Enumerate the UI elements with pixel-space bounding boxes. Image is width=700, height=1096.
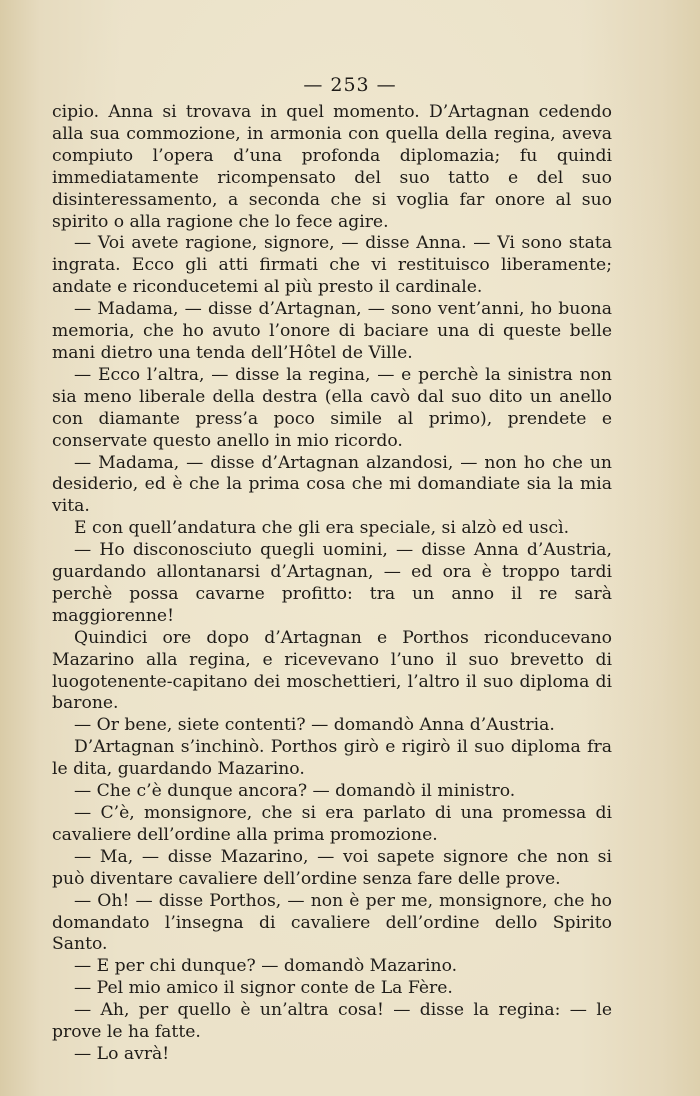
paragraph-8: Quindici ore dopo d’Artagnan e Porthos riconducevano Mazarino alla regina, e ricevevano l’uno il suo brevetto di luogotenente-capitano dei moschettieri, l’altro il suo diploma di barone.: [52, 627, 612, 714]
paragraph-9: — Or bene, siete contenti? — domandò Anna d’Austria.: [74, 715, 555, 736]
paragraph-15: — E per chi dunque? — domandò Mazarino.: [74, 956, 458, 977]
paragraph-5: — Madama, — disse d’Artagnan alzandosi, — non ho che un desiderio, ed è che la prima cosa che mi domandiate sia la mia vita.: [52, 452, 612, 517]
paragraph-10: D’Artagnan s’inchinò. Porthos girò e rigirò il suo diploma fra le dita, guardando Mazarino.: [52, 737, 612, 780]
paragraph-17: — Ah, per quello è un’altra cosa! — disse la regina: — le prove le ha fatte.: [52, 1000, 612, 1043]
paragraph-11: — Che c’è dunque ancora? — domandò il ministro.: [74, 781, 516, 802]
paragraph-3: — Madama, — disse d’Artagnan, — sono vent’anni, ho buona memoria, che ho avuto l’onore di baciare una di queste belle mani dietro una tenda dell’Hôtel de Ville.: [52, 299, 612, 363]
paragraph-12: — C’è, monsignore, che si era parlato di una promessa di cavaliere dell’ordine alla prima promozione.: [52, 803, 612, 845]
paragraph-2: — Voi avete ragione, signore, — disse Anna. — Vi sono stata ingrata. Ecco gli atti firmati che vi restituisco liberamente; andate e riconducetemi al più presto il cardinale.: [52, 233, 612, 298]
paragraph-7: — Ho disconosciuto quegli uomini, — disse Anna d’Austria, guardando allontanarsi d’Artagnan, — ed ora è troppo tardi perchè possa cavarne profitto: tra un anno il re sarà maggiorenne!: [52, 540, 612, 626]
paragraph-14: — Oh! — disse Porthos, — non è per me, monsignore, che ho domandato l’insegna di cavaliere dell’ordine dello Spirito Santo.: [52, 890, 612, 955]
paragraph-18: — Lo avrà!: [74, 1043, 170, 1064]
paragraph-13: — Ma, — disse Mazarino, — voi sapete signore che non si può diventare cavaliere dell’ordine senza fare delle prove.: [52, 846, 612, 889]
page-number: — 253 —: [303, 74, 397, 96]
paragraph-1: cipio. Anna si trovava in quel momento. D’Artagnan cedendo alla sua commozione, in armonia con quella della regina, aveva compiuto l’opera d’una profonda diplomazia; fu quindi immediatamente ricompensato del suo tatto e del suo disinteressamento, a seconda che si voglia far onore al suo spirito o alla ragione che lo fece agire.: [52, 102, 612, 232]
paragraph-6: E con quell’andatura che gli era speciale, si alzò ed uscì.: [74, 518, 570, 539]
paragraph-4: — Ecco l’altra, — disse la regina, — e perchè la sinistra non sia meno liberale della destra (ella cavò dal suo dito un anello con diamante press’a poco simile al primo), prendete e conservate questo anello in mio ricordo.: [52, 364, 612, 451]
paragraph-16: — Pel mio amico il signor conte de La Fère.: [74, 978, 453, 999]
body-text: [52, 102, 612, 1066]
